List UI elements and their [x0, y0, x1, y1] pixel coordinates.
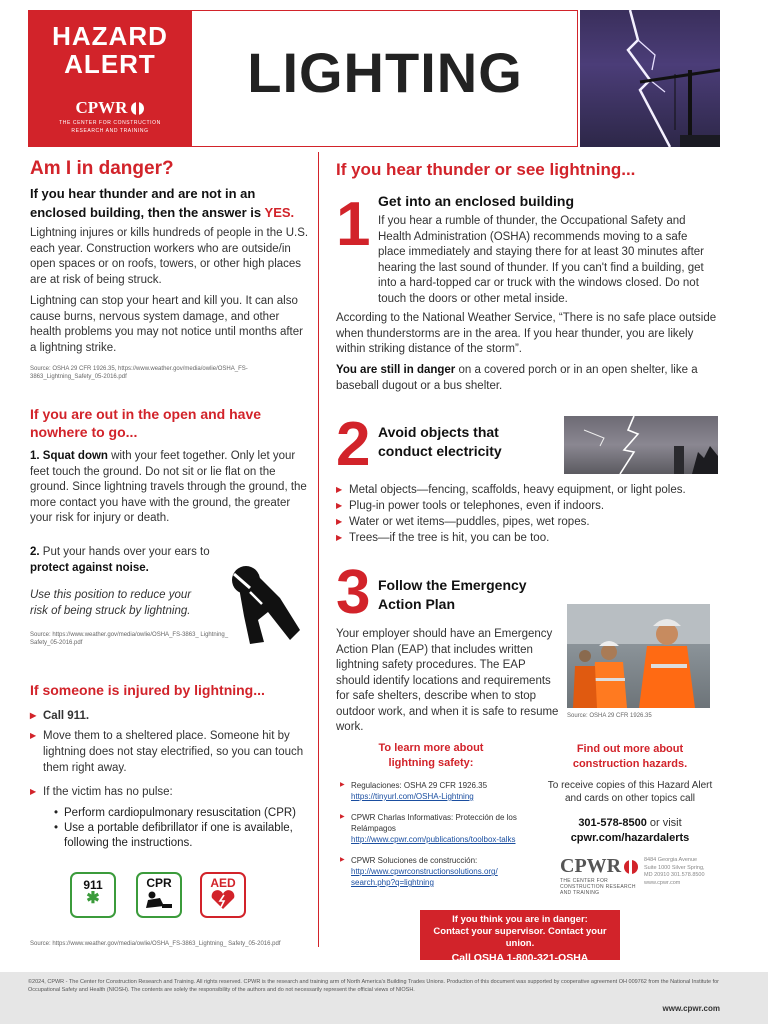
step-2-number: 2: [336, 410, 371, 479]
danger-lead: If you hear thunder and are not in an enclosed building, then the answer is YES.: [30, 186, 295, 220]
injured-move-item: ▶ Move them to a sheltered place. Someone hit by lightning does not stay electrified, so you can touch them right away.: [30, 728, 310, 776]
resource-item: ▶ Regulaciones: OSHA 29 CFR 1926.35 https://tinyurl.com/OSHA-Lightning: [340, 780, 530, 802]
still-danger-paragraph: You are still in danger on a covered porch or in an open shelter, like a baseball dugout or a bus shelter.: [336, 364, 698, 392]
step-3-number: 3: [336, 558, 371, 627]
thunder-heading: If you hear thunder or see lightning...: [336, 160, 636, 179]
open-italic-note: Use this position to reduce your risk of being struck by lightning.: [30, 589, 192, 617]
step-1-number: 1: [336, 190, 371, 259]
open-source: Source: https://www.weather.gov/media/owlie/OSHA_FS-3863_ Lightning_ Safety_05-2016.pdf: [30, 632, 229, 646]
danger-paragraph-1: Lightning injures or kills hundreds of people in the U.S. each year. Construction workers who are outside/in open spaces or on roofs, towers, or other high places are at risk of being struck.: [30, 227, 309, 286]
open-paragraph-2: 2. Put your hands over your ears to protect against noise.: [30, 546, 210, 574]
footer-copyright: ©2024, CPWR - The Center for Construction Research and Training. All rights reserved. CPWR is the research and training arm of North America's Building Trades Unions. Production of this document was supported by cooperative agreement OH 009762 from the National Institute for Occupational Safety and Health (NIOSH). The contents are solely the responsibility of the authors and do not necessarily represent the official views of NIOSH.: [28, 979, 720, 993]
hazard-alerts-site[interactable]: cpwr.com/hazardalerts: [570, 832, 690, 844]
footer-url[interactable]: www.cpwr.com: [662, 1004, 720, 1013]
step-1-paragraph: If you hear a rumble of thunder, the Occupational Safety and Health Administration (OSHA) recommends moving to a safe place immediately and staying there for at least 30 minutes after hearing the last sound of thunder. If you can't find a building, get into a hard-topped car or truck with the windows closed. Do not touch the doors or other metal inside.: [378, 215, 705, 305]
danger-heading: Am I in danger?: [30, 158, 174, 179]
danger-source: Source: OSHA 29 CFR 1926.35, https://www.weather.gov/media/owlie/OSHA_FS-3863_Lightning_Safety_05-2016.pdf: [30, 366, 248, 380]
step-3-source: Source: OSHA 29 CFR 1926.35: [567, 713, 652, 719]
hazard-alert-label: HAZARD ALERT: [52, 21, 168, 79]
resource-item: ▶ CPWR Charlas Informativas: Protección de los Relámpagos http://www.cpwr.com/publications/toolbox-talks: [340, 812, 530, 845]
conductor-list: [336, 482, 720, 546]
conductor-item: ▶ Trees—if the tree is hit, you can be too.: [336, 530, 720, 546]
lightning-crane-photo: [580, 10, 720, 147]
workers-photo: [567, 604, 710, 708]
injured-list: [30, 708, 310, 800]
find-out-heading: Find out more about construction hazards.: [572, 743, 688, 770]
page-title: LIGHTING: [247, 41, 523, 104]
injured-pulse-item: ▶ If the victim has no pulse:: [30, 784, 310, 800]
aed-icon: AED: [200, 872, 246, 918]
open-heading: If you are out in the open and have nowhere to go...: [30, 406, 262, 440]
learn-more-heading: To learn more about lightning safety:: [378, 742, 484, 769]
cpwr-address: 8484 Georgia Avenue Suite 1000 Silver Spring, MD 20910 301.578.8500 www.cpwr.com: [644, 857, 705, 886]
injured-sub-item: • Perform cardiopulmonary resuscitation (CPR): [54, 806, 324, 821]
911-icon: 911 ✱: [70, 872, 116, 918]
nws-paragraph: According to the National Weather Service, “There is no safe place outside when thunderstorms are in the area. If you hear thunder, you are likely within striking distance of the storm”.: [336, 312, 717, 355]
resource-list: [340, 780, 530, 898]
resource-link[interactable]: http://www.cpwr.com/publications/toolbox-talks: [351, 835, 516, 844]
injured-sub-item: • Use a portable defibrillator if one is available, following the instructions.: [54, 821, 324, 851]
cpwr-logo: CPWR THE CENTER FOR CONSTRUCTION RESEARCH AND TRAINING: [59, 98, 161, 134]
injured-heading: If someone is injured by lightning...: [30, 682, 265, 698]
cpr-icon: CPR: [136, 872, 182, 918]
conductor-item: ▶ Water or wet items—puddles, pipes, wet ropes.: [336, 514, 720, 530]
find-out-paragraph: To receive copies of this Hazard Alert and cards on other topics call: [547, 780, 713, 804]
cpwr-mark-icon: [624, 860, 638, 874]
step-3-paragraph: Your employer should have an Emergency Action Plan (EAP) that includes written lightning safety procedures. The EAP should identify locations and requirements for safe shelters, describe when to stop outdoor work, and when it is safe to resume work.: [336, 628, 559, 733]
conductor-item: ▶ Metal objects—fencing, scaffolds, heavy equipment, or light poles.: [336, 482, 720, 498]
danger-paragraph-2: Lightning can stop your heart and kill you. It can also cause burns, nervous system damage, and other health problems you may not notice until months after a lightning strike.: [30, 295, 303, 354]
injured-source: Source: https://www.weather.gov/media/owlie/OSHA_FS-3863_Lightning_ Safety_05-2016.pdf: [30, 941, 281, 947]
phone-number[interactable]: 301-578-8500: [578, 817, 647, 829]
open-paragraph-1: 1. Squat down with your feet together. Only let your feet touch the ground. Do not sit or lie flat on the ground. Since lightning travels through the ground, the more contact you have with the ground, the greater your risk for injury or death.: [30, 450, 307, 524]
step-3-title: Follow the Emergency Action Plan: [378, 577, 527, 612]
resource-item: ▶ CPWR Soluciones de construcción: http://www.cpwrconstructionsolutions.org/ search.php?q=lightning: [340, 855, 530, 888]
resource-link[interactable]: http://www.cpwrconstructionsolutions.org/ search.php?q=lightning: [351, 867, 498, 887]
cpwr-footer-logo: CPWR THE CENTER FOR CONSTRUCTION RESEARCH AND TRAINING: [560, 855, 644, 896]
step-1-title: Get into an enclosed building: [378, 193, 575, 209]
cpwr-mark-icon: [131, 102, 144, 115]
conductor-item: ▶ Plug-in power tools or telephones, even if indoors.: [336, 498, 720, 514]
step-2-title: Avoid objects that conduct electricity: [378, 424, 502, 459]
contact-info: 301-578-8500 or visit cpwr.com/hazardalerts: [545, 816, 715, 846]
danger-banner: If you think you are in danger: Contact your supervisor. Contact your union. Call OSHA 1-800-321-OSHA: [420, 910, 620, 960]
lightning-sky-photo: [564, 416, 718, 474]
injured-sublist: [54, 806, 324, 851]
injured-call-item: ▶ Call 911.: [30, 708, 310, 724]
resource-link[interactable]: https://tinyurl.com/OSHA-Lightning: [351, 792, 474, 801]
